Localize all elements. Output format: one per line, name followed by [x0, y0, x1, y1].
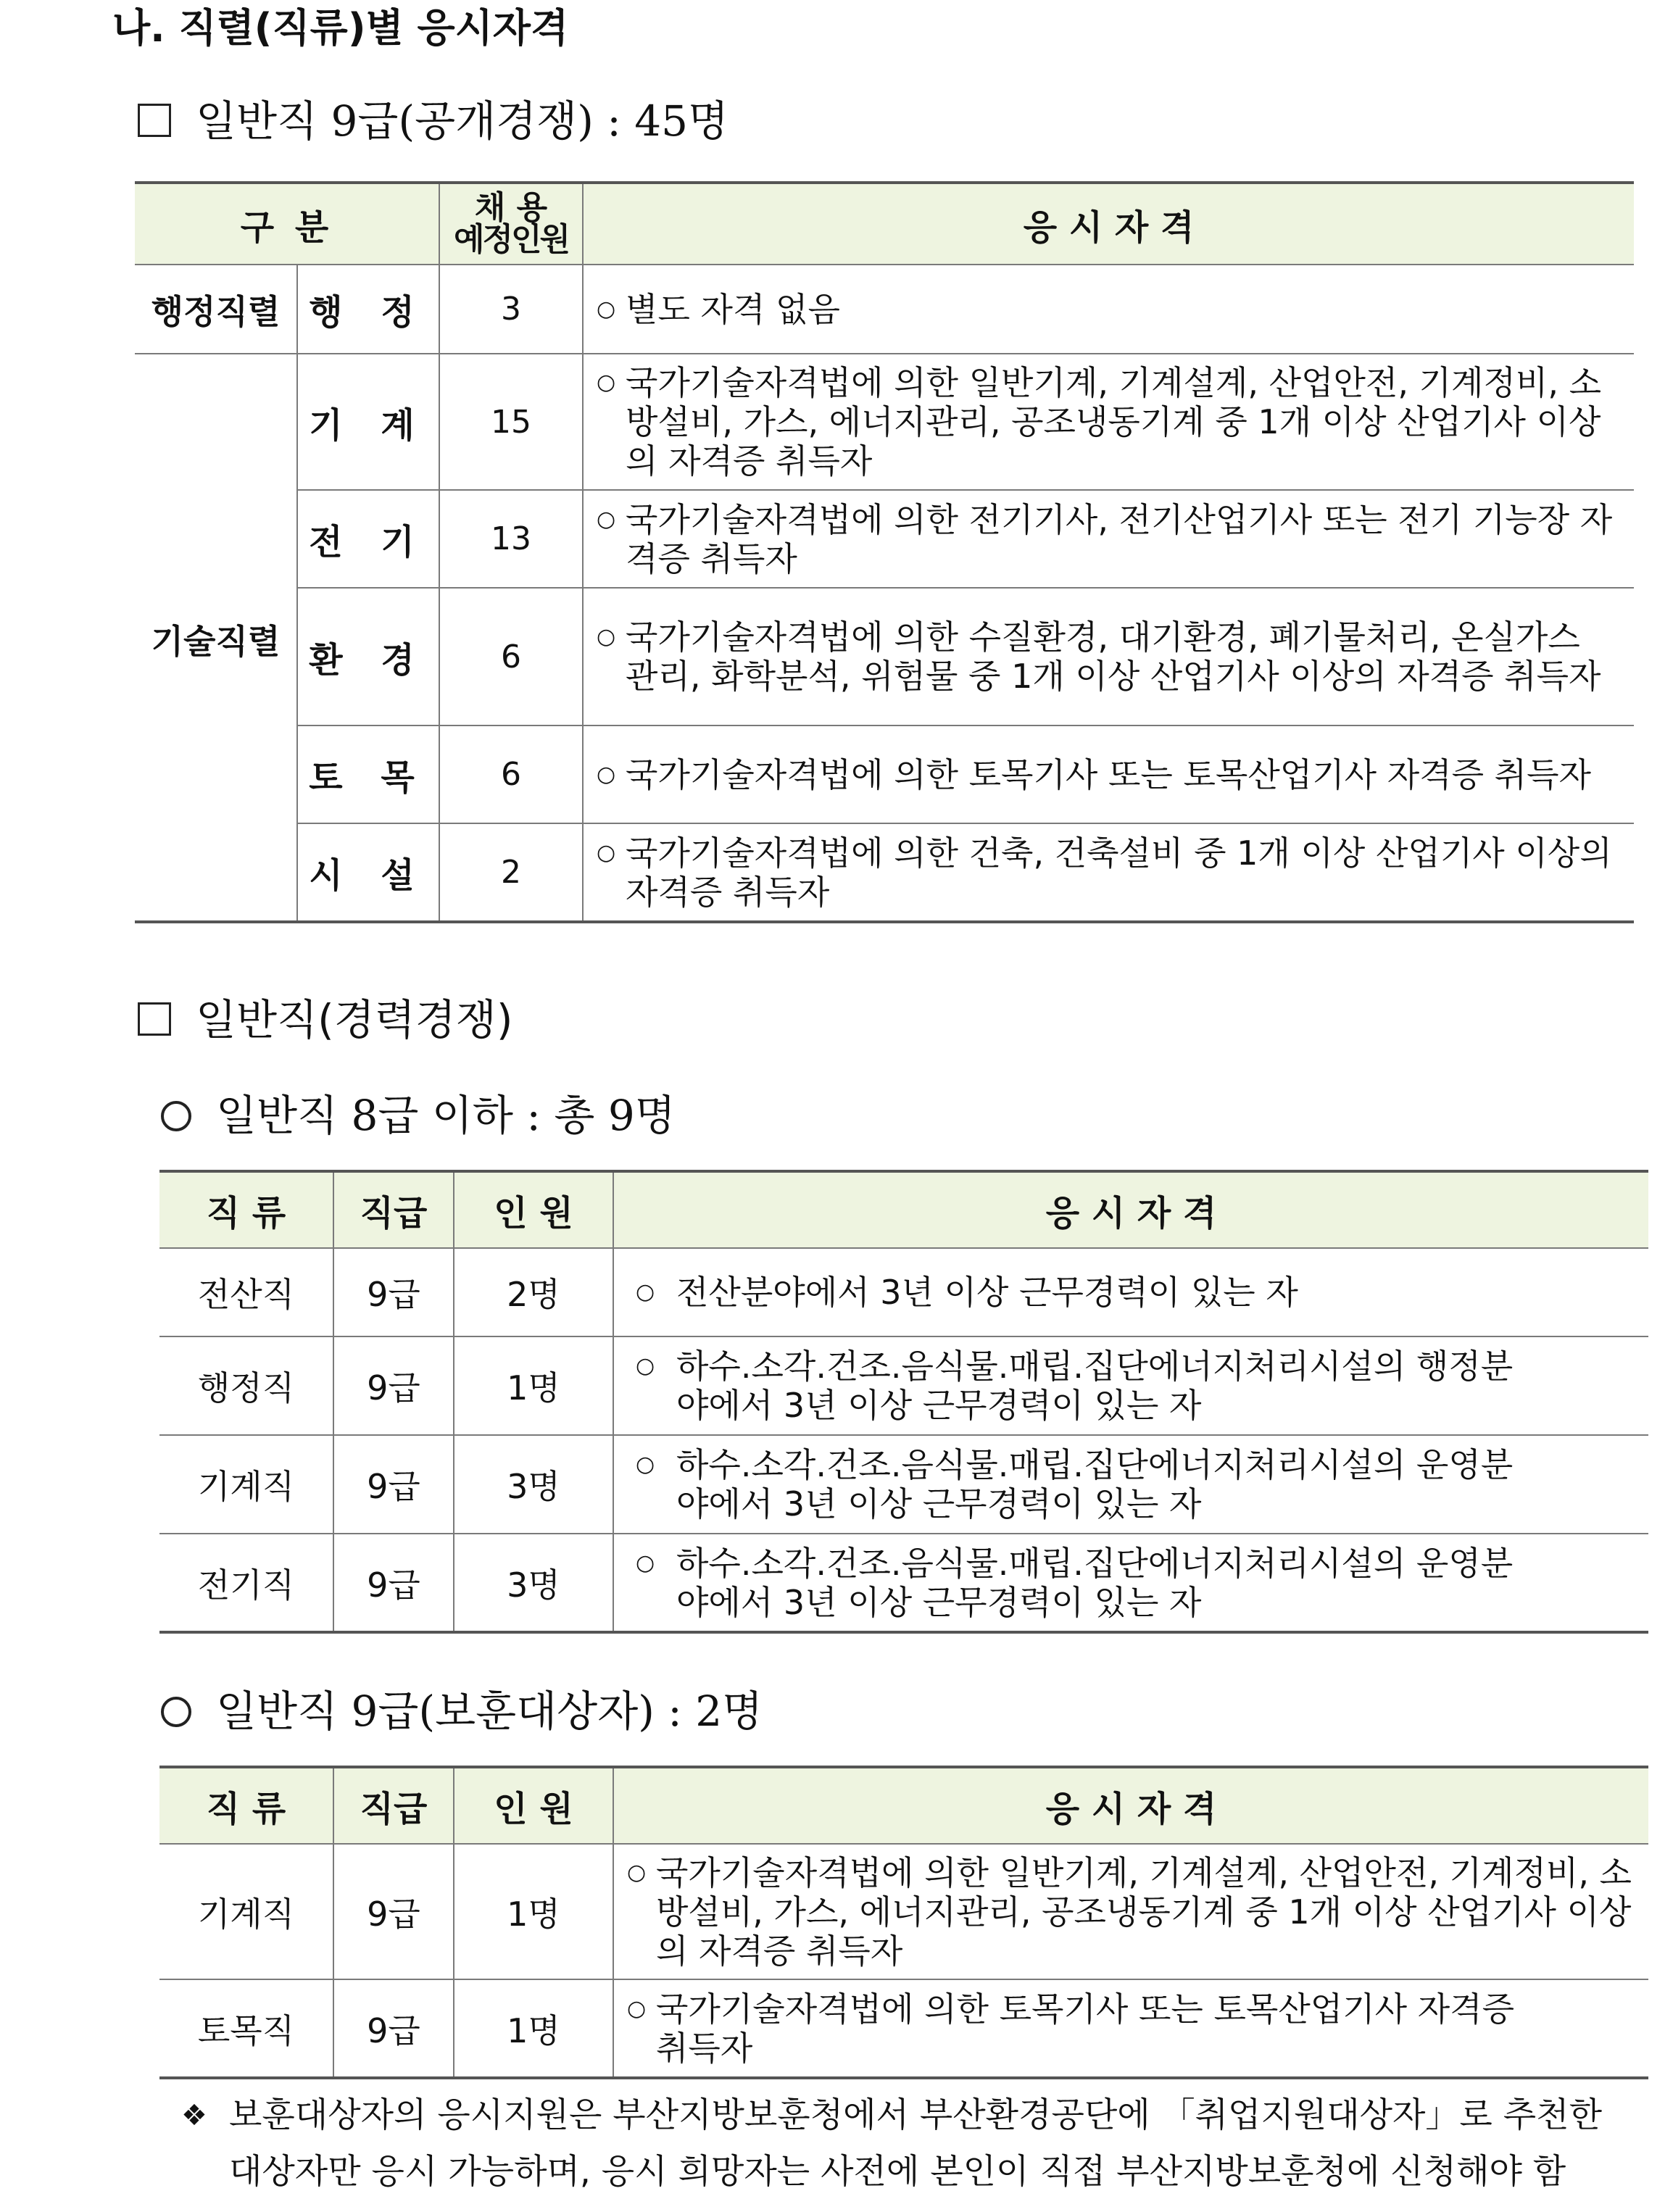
circle-bullet-icon: ○ — [636, 1279, 655, 1305]
qualification-cell: ○ 국가기술자격법에 의한 일반기계, 기계설계, 산업안전, 기계정비, 소방설비, 가스, 에너지관리, 공조냉동기계 중 1개 이상 산업기사 이상의 자격증 취득자 — [583, 354, 1634, 490]
table-row — [159, 1248, 1648, 1336]
note — [181, 2087, 1638, 2200]
qualification-cell: ○ 전산분야에서 3년 이상 근무경력이 있는 자 — [613, 1248, 1648, 1336]
circle-bullet-icon: ○ — [627, 1995, 647, 2021]
diamond-bullet-icon: ❖ — [181, 2099, 207, 2132]
table-row — [135, 823, 1634, 922]
header-qualification: 응 시 자 격 — [613, 1171, 1648, 1248]
field-cell: 시 설 — [297, 823, 439, 922]
header-job: 직 류 — [159, 1171, 333, 1248]
checkbox-square-icon — [138, 104, 171, 137]
qualification-cell: ○ 별도 자격 없음 — [583, 265, 1634, 354]
circle-bullet-icon: ○ — [597, 506, 616, 532]
job-cell: 행정직 — [159, 1336, 333, 1435]
table-row — [159, 1336, 1648, 1435]
table-row — [135, 354, 1634, 490]
checkbox-square-icon — [138, 1002, 171, 1036]
count-cell: 13 — [439, 490, 583, 588]
table-row — [159, 1844, 1648, 1979]
table-row — [135, 490, 1634, 588]
qualification-cell: ○ 국가기술자격법에 의한 수질환경, 대기환경, 폐기물처리, 온실가스 관리, 화학분석, 위험물 중 1개 이상 산업기사 이상의 자격증 취득자 — [583, 588, 1634, 725]
grade-cell: 9급 — [333, 1336, 454, 1435]
count-cell: 6 — [439, 588, 583, 725]
qualification-cell: ○ 하수.소각.건조.음식물.매립.집단에너지처리시설의 행정분야에서 3년 이상 근무경력이 있는 자 — [613, 1336, 1648, 1435]
table-row — [135, 725, 1634, 823]
section1-title: 일반직 9급(공개경쟁) : 45명 — [138, 100, 728, 142]
field-cell: 행 정 — [297, 265, 439, 354]
field-cell: 기 계 — [297, 354, 439, 490]
circle-bullet-icon: ○ — [636, 1353, 655, 1379]
header-category: 구 분 — [135, 183, 439, 265]
qualification-cell: ○ 국가기술자격법에 의한 토목기사 또는 토목산업기사 자격증 취득자 — [583, 725, 1634, 823]
people-cell: 1명 — [454, 1844, 613, 1979]
table-row — [135, 265, 1634, 354]
job-cell: 전산직 — [159, 1248, 333, 1336]
people-cell: 1명 — [454, 1336, 613, 1435]
qualification-cell: ○ 국가기술자격법에 의한 일반기계, 기계설계, 산업안전, 기계정비, 소방설비, 가스, 에너지관리, 공조냉동기계 중 1개 이상 산업기사 이상의 자격증 취득자 — [613, 1844, 1648, 1979]
header-grade: 직급 — [333, 1171, 454, 1248]
group-tech: 기술직렬 — [135, 354, 297, 922]
people-cell: 2명 — [454, 1248, 613, 1336]
subsection2-title: 일반직 9급(보훈대상자) : 2명 — [161, 1690, 763, 1732]
job-cell: 토목직 — [159, 1979, 333, 2078]
section2-title: 일반직(경력경쟁) — [138, 999, 512, 1041]
header-qualification: 응 시 자 격 — [613, 1767, 1648, 1844]
table-open-competition — [135, 181, 1634, 923]
people-cell: 1명 — [454, 1979, 613, 2078]
circle-bullet-icon: ○ — [597, 761, 616, 787]
grade-cell: 9급 — [333, 1844, 454, 1979]
circle-bullet-icon: ○ — [597, 839, 616, 865]
table-career-veterans — [159, 1766, 1648, 2079]
circle-bullet-icon: ○ — [636, 1550, 655, 1576]
circle-bullet-icon: ○ — [597, 624, 616, 649]
table-row — [159, 1979, 1648, 2078]
field-cell: 토 목 — [297, 725, 439, 823]
table-career-8th — [159, 1170, 1648, 1634]
qualification-cell: ○ 국가기술자격법에 의한 건축, 건축설비 중 1개 이상 산업기사 이상의 자격증 취득자 — [583, 823, 1634, 922]
circle-bullet-icon: ○ — [636, 1452, 655, 1477]
job-cell: 전기직 — [159, 1534, 333, 1632]
grade-cell: 9급 — [333, 1534, 454, 1632]
job-cell: 기계직 — [159, 1844, 333, 1979]
job-cell: 기계직 — [159, 1435, 333, 1534]
field-cell: 환 경 — [297, 588, 439, 725]
header-grade: 직급 — [333, 1767, 454, 1844]
qualification-cell: ○ 국가기술자격법에 의한 전기기사, 전기산업기사 또는 전기 기능장 자격증 취득자 — [583, 490, 1634, 588]
circle-bullet-icon — [161, 1101, 191, 1131]
grade-cell: 9급 — [333, 1435, 454, 1534]
header-qualification: 응 시 자 격 — [583, 183, 1634, 265]
header-planned-count: 채 용 예정인원 — [439, 183, 583, 265]
table-row — [159, 1534, 1648, 1632]
table-row — [159, 1435, 1648, 1534]
qualification-cell: ○ 국가기술자격법에 의한 토목기사 또는 토목산업기사 자격증 취득자 — [613, 1979, 1648, 2078]
count-cell: 2 — [439, 823, 583, 922]
grade-cell: 9급 — [333, 1979, 454, 2078]
people-cell: 3명 — [454, 1534, 613, 1632]
subsection1-title: 일반직 8급 이하 : 총 9명 — [161, 1094, 676, 1136]
qualification-cell: ○ 하수.소각.건조.음식물.매립.집단에너지처리시설의 운영분야에서 3년 이상 근무경력이 있는 자 — [613, 1435, 1648, 1534]
people-cell: 3명 — [454, 1435, 613, 1534]
count-cell: 6 — [439, 725, 583, 823]
count-cell: 15 — [439, 354, 583, 490]
note-text: 보훈대상자의 응시지원은 부산지방보훈청에서 부산환경공단에 「취업지원대상자」로 추천한 대상자만 응시 가능하며, 응시 희망자는 사전에 본인이 직접 부산지방보훈청에 신청해야 함 — [229, 2095, 1602, 2192]
circle-bullet-icon: ○ — [597, 296, 616, 322]
circle-bullet-icon: ○ — [627, 1859, 647, 1885]
header-people: 인 원 — [454, 1171, 613, 1248]
section-title: 나. 직렬(직류)별 응시자격 — [112, 5, 569, 51]
circle-bullet-icon: ○ — [597, 370, 616, 395]
count-cell: 3 — [439, 265, 583, 354]
table-row — [135, 588, 1634, 725]
group-admin: 행정직렬 — [135, 265, 297, 354]
qualification-cell: ○ 하수.소각.건조.음식물.매립.집단에너지처리시설의 운영분야에서 3년 이상 근무경력이 있는 자 — [613, 1534, 1648, 1632]
circle-bullet-icon — [161, 1697, 191, 1727]
header-job: 직 류 — [159, 1767, 333, 1844]
grade-cell: 9급 — [333, 1248, 454, 1336]
header-people: 인 원 — [454, 1767, 613, 1844]
field-cell: 전 기 — [297, 490, 439, 588]
